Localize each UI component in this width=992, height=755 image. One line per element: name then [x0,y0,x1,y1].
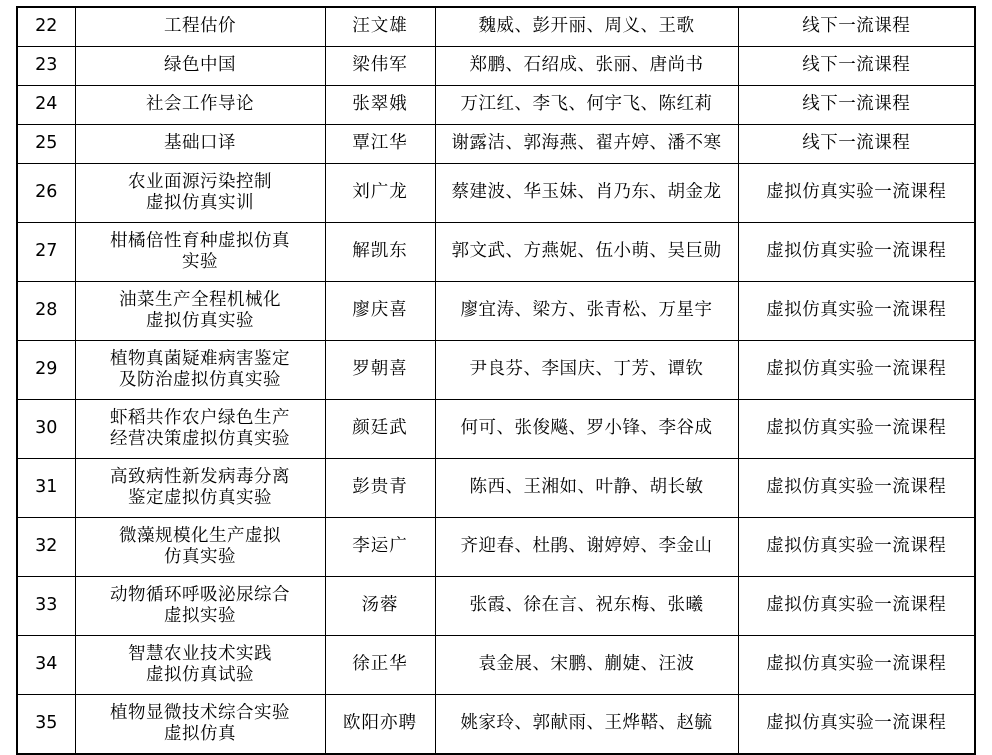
course-list-table [16,6,976,755]
row-index: 29 [17,341,75,400]
course-name-line: 绿色中国 [164,55,236,76]
course-name-line: 柑橘倍性育种虚拟仿真 [110,230,290,251]
course-type [738,636,975,695]
course-name [75,86,325,125]
course-leader: 颜廷武 [325,400,435,459]
course-name [75,282,325,341]
team-members-line: 魏威、彭开丽、周义、王歌 [478,16,695,37]
team-members [435,282,738,341]
row-index: 32 [17,518,75,577]
course-name-line: 植物真菌疑难病害鉴定 [110,348,290,369]
row-index: 25 [17,125,75,164]
course-name [75,636,325,695]
team-members [435,636,738,695]
course-type-line: 线下一流课程 [802,133,911,154]
course-leader: 徐正华 [325,636,435,695]
team-members [435,223,738,282]
course-type [738,223,975,282]
document-page [0,6,992,744]
course-type-line: 虚拟仿真实验一流课程 [766,654,947,675]
course-name-line: 基础口译 [164,133,236,154]
course-leader: 李运广 [325,518,435,577]
course-name [75,223,325,282]
course-name-line: 鉴定虚拟仿真实验 [128,488,272,508]
course-type [738,282,975,341]
course-leader: 罗朝喜 [325,341,435,400]
course-name-line: 虾稻共作农户绿色生产 [110,407,290,428]
team-members-line: 何可、张俊飚、罗小锋、李谷成 [460,418,713,439]
team-members-line: 陈西、王湘如、叶静、胡长敏 [469,477,704,498]
course-name-line: 高致病性新发病毒分离 [110,466,290,487]
course-name-line: 植物显微技术综合实验 [110,702,290,723]
team-members [435,518,738,577]
team-members-line: 蔡建波、华玉妹、肖乃东、胡金龙 [451,182,722,203]
course-type-line: 虚拟仿真实验一流课程 [766,477,947,498]
course-leader: 刘广龙 [325,164,435,223]
course-type [738,47,975,86]
course-name-line: 农业面源污染控制 [128,171,272,192]
course-type-line: 虚拟仿真实验一流课程 [766,713,947,734]
row-index: 27 [17,223,75,282]
table-row [17,695,975,755]
table-row [17,400,975,459]
team-members [435,577,738,636]
course-name-line: 油菜生产全程机械化 [119,289,281,310]
course-leader: 张翠娥 [325,86,435,125]
course-leader: 欧阳亦聘 [325,695,435,755]
team-members [435,86,738,125]
course-name [75,7,325,47]
team-members-line: 张霞、徐在言、祝东梅、张曦 [469,595,704,616]
team-members-line: 万江红、李飞、何宇飞、陈红莉 [460,94,713,115]
course-name-line: 虚拟仿真实验 [146,311,254,331]
table-row [17,341,975,400]
table-row [17,125,975,164]
course-name-line: 动物循环呼吸泌尿综合 [110,584,290,605]
row-index: 24 [17,86,75,125]
course-name-line: 经营决策虚拟仿真实验 [110,429,290,449]
course-type-line: 虚拟仿真实验一流课程 [766,300,947,321]
course-leader: 廖庆喜 [325,282,435,341]
row-index: 33 [17,577,75,636]
table-row [17,223,975,282]
course-type-line: 线下一流课程 [802,94,911,115]
course-type [738,86,975,125]
team-members-line: 尹良芬、李国庆、丁芳、谭钦 [469,359,704,380]
team-members [435,341,738,400]
course-leader: 梁伟军 [325,47,435,86]
table-row [17,459,975,518]
course-type [738,164,975,223]
row-index: 34 [17,636,75,695]
course-name [75,459,325,518]
course-type [738,7,975,47]
course-type [738,400,975,459]
course-leader: 汤蓉 [325,577,435,636]
course-type-line: 虚拟仿真实验一流课程 [766,359,947,380]
course-type-line: 线下一流课程 [802,55,911,76]
team-members-line: 郭文武、方燕妮、伍小萌、吴巨勋 [451,241,722,262]
row-index: 30 [17,400,75,459]
course-type [738,341,975,400]
course-name [75,400,325,459]
course-leader: 覃江华 [325,125,435,164]
team-members-line: 郑鹏、石绍成、张丽、唐尚书 [469,55,704,76]
course-name-line: 虚拟仿真 [164,724,236,744]
row-index: 28 [17,282,75,341]
table-row [17,47,975,86]
team-members [435,400,738,459]
row-index: 35 [17,695,75,755]
course-name-line: 虚拟实验 [164,606,236,626]
course-name-line: 智慧农业技术实践 [128,643,272,664]
course-name-line: 虚拟仿真试验 [146,665,254,685]
team-members [435,164,738,223]
course-leader: 彭贵青 [325,459,435,518]
course-name-line: 社会工作导论 [146,94,254,115]
table-row [17,164,975,223]
table-row [17,282,975,341]
table-row [17,86,975,125]
table-row [17,636,975,695]
course-type [738,125,975,164]
course-type [738,518,975,577]
course-type-line: 虚拟仿真实验一流课程 [766,595,947,616]
course-name [75,695,325,755]
team-members [435,7,738,47]
course-name-line: 实验 [182,252,218,272]
course-name-line: 仿真实验 [164,547,236,567]
table-row [17,577,975,636]
course-name-line: 工程估价 [164,16,236,37]
team-members [435,125,738,164]
course-name-line: 微藻规模化生产虚拟 [119,525,281,546]
row-index: 22 [17,7,75,47]
team-members-line: 谢露洁、郭海燕、翟卉婷、潘不寒 [451,133,722,154]
team-members [435,695,738,755]
course-type [738,459,975,518]
team-members-line: 姚家玲、郭献雨、王烨鞳、赵毓 [460,713,713,734]
table-body [17,7,975,754]
course-type [738,695,975,755]
course-name [75,341,325,400]
course-name [75,577,325,636]
table-row [17,7,975,47]
team-members-line: 袁金展、宋鹏、蒯婕、汪波 [478,654,695,675]
table-row [17,518,975,577]
course-type-line: 虚拟仿真实验一流课程 [766,182,947,203]
course-name [75,164,325,223]
course-name [75,125,325,164]
course-name [75,518,325,577]
course-type-line: 线下一流课程 [802,16,911,37]
course-name-line: 及防治虚拟仿真实验 [119,370,281,390]
course-leader: 解凯东 [325,223,435,282]
course-name [75,47,325,86]
course-type-line: 虚拟仿真实验一流课程 [766,241,947,262]
row-index: 31 [17,459,75,518]
course-type-line: 虚拟仿真实验一流课程 [766,418,947,439]
team-members [435,47,738,86]
team-members [435,459,738,518]
course-type [738,577,975,636]
course-type-line: 虚拟仿真实验一流课程 [766,536,947,557]
team-members-line: 廖宜涛、梁方、张青松、万星宇 [460,300,713,321]
course-leader: 汪文雄 [325,7,435,47]
team-members-line: 齐迎春、杜鹃、谢婷婷、李金山 [460,536,713,557]
course-name-line: 虚拟仿真实训 [146,193,254,213]
row-index: 23 [17,47,75,86]
row-index: 26 [17,164,75,223]
